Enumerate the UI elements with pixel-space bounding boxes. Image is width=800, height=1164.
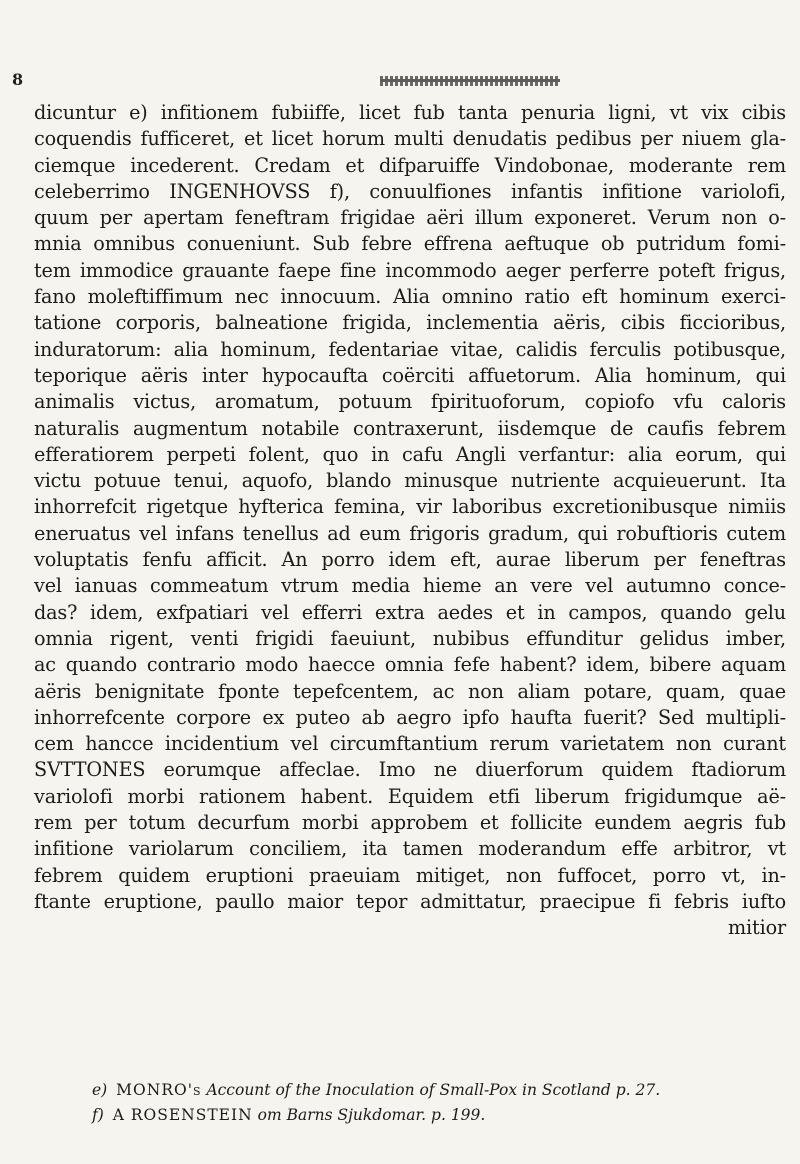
text-line: teporique aëris inter hypocaufta coërciti affuetorum. Alia hominum, qui <box>34 363 786 387</box>
text-line: ac quando contrario modo haecce omnia fefe habent? idem, bibere aquam <box>34 653 786 677</box>
text-line: vel ianuas commeatum vtrum media hieme an vere vel autumno conce- <box>34 574 786 598</box>
text-line: infitione variolarum conciliem, ita tamen moderandum effe arbitror, vt <box>34 837 786 861</box>
text-line: rem per totum decurfum morbi approbem et follicite eundem aegris fub <box>34 811 786 835</box>
text-line: voluptatis fenfu afficit. An porro idem eft, aurae liberum per feneftras <box>34 548 786 572</box>
text-line: animalis victus, aromatum, potuum fpirituoforum, copiofo vfu caloris <box>34 390 786 414</box>
text-line: omnia rigent, venti frigidi faeuiunt, nubibus effunditur gelidus imber, <box>34 626 786 650</box>
footnote-author: A ROSENSTEIN <box>112 1106 253 1124</box>
footnotes <box>34 1078 786 1128</box>
text-line: efferatiorem perpeti folent, quo in cafu Angli verfantur: alia eorum, qui <box>34 442 786 466</box>
footnote-author: MONRO's <box>116 1081 202 1099</box>
text-line: celeberrimo INGENHOVSS f), conuulfiones infantis infitione variolofi, <box>34 179 786 203</box>
text-line: coquendis fufficeret, et licet horum multi denudatis pedibus per niuem gla- <box>34 127 786 151</box>
text-line: dicuntur e) infitionem fubiiffe, licet fub tanta penuria ligni, vt vix cibis <box>34 101 786 124</box>
text-line: variolofi morbi rationem habent. Equidem etfi liberum frigidumque aë- <box>34 784 786 808</box>
text-line: ftante eruptione, paullo maior tepor admittatur, praecipue fi febris iufto <box>34 889 786 913</box>
text-line: ciemque incederent. Credam et difparuiffe Vindobonae, moderante rem <box>34 153 786 177</box>
text-line: tatione corporis, balneatione frigida, inclementia aëris, cibis ficcioribus, <box>34 311 786 335</box>
text-line: tem immodice grauante faepe fine incommodo aeger perferre poteft frigus, <box>34 258 786 282</box>
text-line: febrem quidem eruptioni praeuiam mitiget, non fuffocet, porro vt, in- <box>34 863 786 887</box>
text-line: naturalis augmentum notabile contraxerunt, iisdemque de caufis febrem <box>34 416 786 440</box>
text-line: cem hancce incidentium vel circumftantium rerum varietatem non curant <box>34 732 786 756</box>
text-line: das? idem, exfpatiari vel efferri extra aedes et in campos, quando gelu <box>34 600 786 624</box>
footnote-f <box>34 1103 786 1128</box>
text-line: eneruatus vel infans tenellus ad eum frigoris gradum, qui robuftioris cutem <box>34 521 786 545</box>
text-line: SVTTONES eorumque affeclae. Imo ne diuerforum quidem ftadiorum <box>34 758 786 782</box>
body-text <box>34 100 786 942</box>
text-line: fano moleftiffimum nec innocuum. Alia omnino ratio eft hominum exerci- <box>34 285 786 309</box>
text-line: induratorum: alia hominum, fedentariae vitae, calidis ferculis potibusque, <box>34 337 786 361</box>
footnote-mark: e) <box>92 1081 108 1099</box>
text-line: mnia omnibus conueniunt. Sub febre effrena aeftuque ob putridum fomi- <box>34 232 786 256</box>
footnote-mark: f) <box>92 1106 104 1124</box>
footnote-title: om Barns Sjukdomar. p. 199. <box>257 1106 486 1124</box>
header-ornament <box>380 76 560 86</box>
footnote-e <box>34 1078 786 1103</box>
text-line: quum per apertam feneftram frigidae aëri illum exponeret. Verum non o- <box>34 206 786 230</box>
footnote-title: Account of the Inoculation of Small-Pox in Scotland p. 27. <box>206 1081 661 1099</box>
text-line: victu potuue tenui, aquofo, blando minusque nutriente acquieuerunt. Ita <box>34 469 786 493</box>
text-line: inhorrefcente corpore ex puteo ab aegro ipfo haufta fuerit? Sed multipli- <box>34 705 786 729</box>
text-line: aëris benignitate fponte tepefcentem, ac non aliam potare, quam, quae <box>34 679 786 703</box>
signature-mark: 8 <box>12 70 24 89</box>
text-line: inhorrefcit rigetque hyfterica femina, vir laboribus excretionibusque nimiis <box>34 495 786 519</box>
catchword: mitior <box>727 916 786 940</box>
